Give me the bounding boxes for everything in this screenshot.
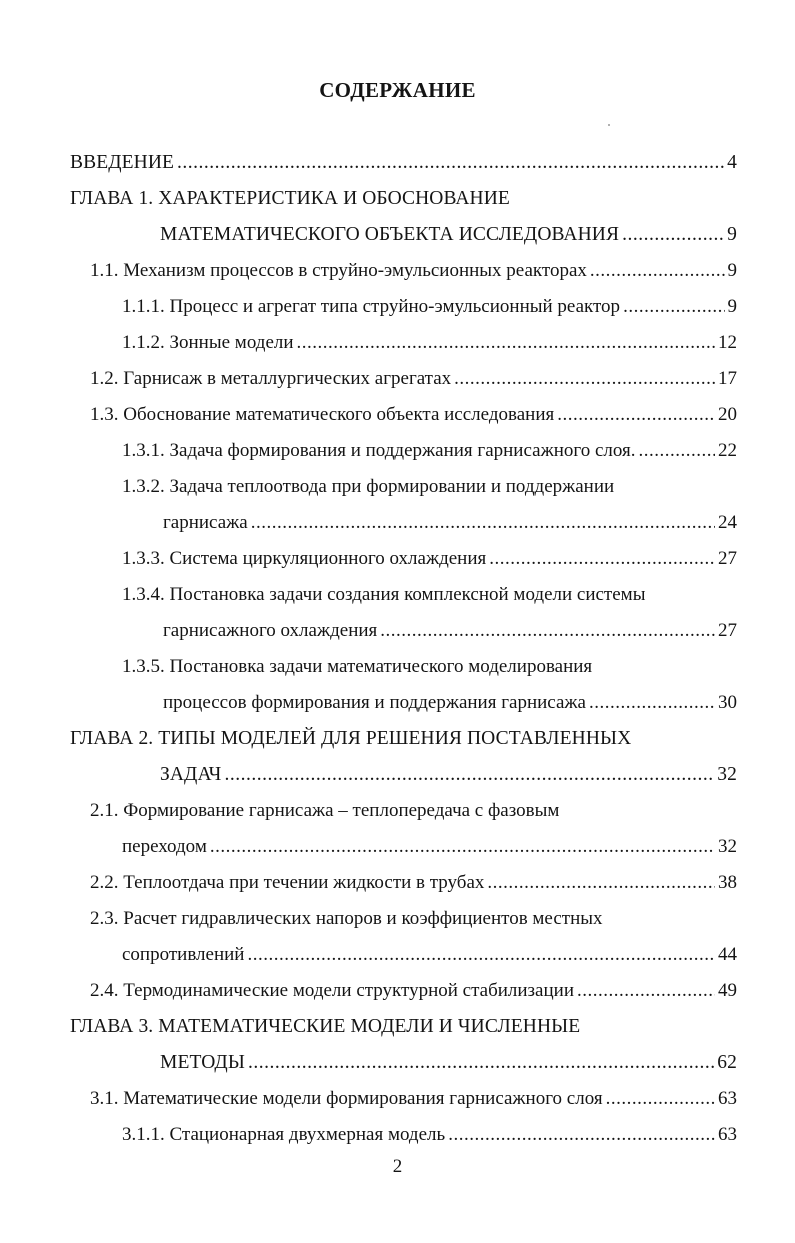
toc-page-number: 63: [718, 1124, 737, 1145]
toc-entry-text: сопротивлений: [122, 944, 245, 965]
toc-page-number: 4: [727, 152, 737, 173]
toc-page-number: 24: [718, 512, 737, 533]
toc-chapter-1-line1[interactable]: ГЛАВА 1. ХАРАКТЕРИСТИКА И ОБОСНОВАНИЕ: [70, 188, 510, 209]
toc-page-number: 9: [727, 224, 737, 245]
toc-entry-2-2[interactable]: [90, 868, 737, 898]
toc-entry-1-1[interactable]: [90, 256, 737, 286]
toc-page-number: 32: [718, 836, 737, 857]
toc-entry-text: переходом: [122, 836, 207, 857]
toc-entry-1-2[interactable]: [90, 364, 737, 394]
toc-entry-1-1-1[interactable]: [122, 292, 737, 322]
toc-entry-1-1-2[interactable]: [122, 328, 737, 358]
toc-chapter-2[interactable]: [160, 760, 737, 790]
toc-leader-dots: [487, 868, 715, 898]
toc-entry-text: 2.2. Теплоотдача при течении жидкости в трубах: [90, 872, 485, 893]
toc-entry-intro[interactable]: [70, 148, 737, 178]
toc-leader-dots: [638, 436, 715, 466]
toc-entry-text: 1.3. Обоснование математического объекта исследования: [90, 404, 555, 425]
toc-leader-dots: [577, 976, 715, 1006]
toc-entry-2-3-line1[interactable]: 2.3. Расчет гидравлических напоров и коэффициентов местных: [90, 908, 603, 929]
toc-entry-text: 1.2. Гарнисаж в металлургических агрегатах: [90, 368, 452, 389]
toc-page-number: 9: [727, 296, 737, 317]
toc-chapter-3[interactable]: [160, 1048, 737, 1078]
toc-entry-3-1-1[interactable]: [122, 1120, 737, 1150]
toc-entry-text: 2.4. Термодинамические модели структурной стабилизации: [90, 980, 574, 1001]
toc-entry-1-3-2-line1[interactable]: 1.3.2. Задача теплоотвода при формировании и поддержании: [122, 476, 615, 497]
toc-leader-dots: [247, 940, 715, 970]
toc-leader-dots: [224, 760, 714, 790]
toc-leader-dots: [606, 1084, 715, 1114]
toc-leader-dots: [590, 256, 725, 286]
toc-leader-dots: [251, 508, 715, 538]
toc-entry-1-3[interactable]: [90, 400, 737, 430]
toc-entry-2-4[interactable]: [90, 976, 737, 1006]
toc-chapter-2-line1[interactable]: ГЛАВА 2. ТИПЫ МОДЕЛЕЙ ДЛЯ РЕШЕНИЯ ПОСТАВЛЕННЫХ: [70, 728, 632, 749]
toc-entry-text: гарнисажного охлаждения: [163, 620, 378, 641]
toc-entry-text: 1.1. Механизм процессов в струйно-эмульсионных реакторах: [90, 260, 587, 281]
toc-entry-1-3-1[interactable]: [122, 436, 737, 466]
toc-entry-text: МАТЕМАТИЧЕСКОГО ОБЪЕКТА ИССЛЕДОВАНИЯ: [160, 224, 620, 245]
toc-leader-dots: [210, 832, 715, 862]
toc-leader-dots: [589, 688, 715, 718]
toc-entry-text: 3.1. Математические модели формирования гарнисажного слоя: [90, 1088, 603, 1109]
toc-entry-1-3-4[interactable]: [163, 616, 737, 646]
toc-leader-dots: [489, 544, 715, 574]
toc-leader-dots: [448, 1120, 715, 1150]
toc-entry-text: процессов формирования и поддержания гарнисажа: [163, 692, 586, 713]
toc-chapter-1[interactable]: [160, 220, 737, 250]
toc-leader-dots: [177, 148, 724, 178]
toc-page-number: 9: [727, 260, 737, 281]
toc-entry-text: 1.3.3. Система циркуляционного охлаждения: [122, 548, 487, 569]
toc-entry-3-1[interactable]: [90, 1084, 737, 1114]
toc-entry-2-1[interactable]: [122, 832, 737, 862]
toc-entry-1-3-2[interactable]: [163, 508, 737, 538]
toc-entry-1-3-4-line1[interactable]: 1.3.4. Постановка задачи создания комплексной модели системы: [122, 584, 646, 605]
toc-entry-text: 1.1.2. Зонные модели: [122, 332, 294, 353]
toc-entry-text: ВВЕДЕНИЕ: [70, 152, 175, 173]
toc-entry-text: ЗАДАЧ: [160, 764, 222, 785]
toc-page-number: 22: [718, 440, 737, 461]
scan-speck: [608, 124, 610, 126]
page-title: СОДЕРЖАНИЕ: [319, 78, 476, 102]
toc-entry-text: 1.3.1. Задача формирования и поддержания гарнисажного слоя.: [122, 440, 636, 461]
page-number: 2: [392, 1156, 403, 1177]
toc-page-number: 12: [718, 332, 737, 353]
toc-leader-dots: [248, 1048, 714, 1078]
toc-entry-text: гарнисажа: [163, 512, 248, 533]
toc-page-number: 49: [718, 980, 737, 1001]
toc-page-number: 44: [718, 944, 737, 965]
toc-leader-dots: [380, 616, 715, 646]
toc-leader-dots: [623, 292, 724, 322]
toc-page-number: 38: [718, 872, 737, 893]
toc-page-number: 30: [718, 692, 737, 713]
toc-entry-text: 1.1.1. Процесс и агрегат типа струйно-эмульсионный реактор: [122, 296, 621, 317]
toc-entry-1-3-3[interactable]: [122, 544, 737, 574]
toc-entry-1-3-5[interactable]: [163, 688, 737, 718]
toc-entry-2-3[interactable]: [122, 940, 737, 970]
toc-leader-dots: [557, 400, 715, 430]
toc-page-number: 32: [717, 764, 737, 785]
toc-page-number: 62: [717, 1052, 737, 1073]
toc-page-number: 17: [718, 368, 737, 389]
toc-leader-dots: [622, 220, 724, 250]
toc-page-number: 27: [718, 548, 737, 569]
toc-leader-dots: [454, 364, 715, 394]
toc-entry-1-3-5-line1[interactable]: 1.3.5. Постановка задачи математического моделирования: [122, 656, 593, 677]
toc-leader-dots: [297, 328, 715, 358]
toc-entry-text: 3.1.1. Стационарная двухмерная модель: [122, 1124, 446, 1145]
toc-entry-2-1-line1[interactable]: 2.1. Формирование гарнисажа – теплопередача с фазовым: [90, 800, 560, 821]
toc-page-number: 27: [718, 620, 737, 641]
toc-chapter-3-line1[interactable]: ГЛАВА 3. МАТЕМАТИЧЕСКИЕ МОДЕЛИ И ЧИСЛЕННЫЕ: [70, 1016, 581, 1037]
toc-entry-text: МЕТОДЫ: [160, 1052, 245, 1073]
toc-page-number: 63: [718, 1088, 737, 1109]
toc-page-number: 20: [718, 404, 737, 425]
